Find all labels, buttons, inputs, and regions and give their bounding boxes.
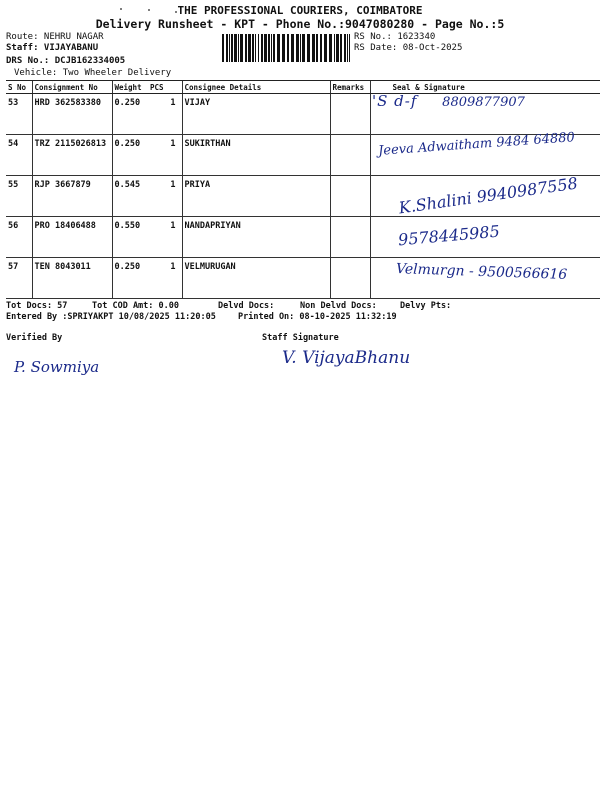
cell-pcs: 1 — [148, 217, 182, 258]
verified-by-label: Verified By — [6, 333, 63, 343]
col-pcs: PCS — [148, 81, 182, 94]
cell-remarks — [330, 94, 370, 135]
col-sno: S No — [6, 81, 32, 94]
col-consignment: Consignment No — [32, 81, 112, 94]
vehicle-label: Vehicle: Two Wheeler Delivery — [14, 68, 172, 78]
cell-consignment: TRZ 2115026813 — [32, 135, 112, 176]
cell-consignee: VELMURUGAN — [182, 258, 330, 299]
cell-consignee: VIJAY — [182, 94, 330, 135]
cell-sno: 57 — [6, 258, 32, 299]
delivered-docs: Delvd Docs: — [218, 301, 275, 311]
printed-on: Printed On: 08-10-2025 11:32:19 — [238, 312, 397, 322]
cell-pcs: 1 — [148, 94, 182, 135]
delivery-points: Delvy Pts: — [400, 301, 452, 311]
cell-weight: 0.250 — [112, 94, 148, 135]
cell-consignee: PRIYA — [182, 176, 330, 217]
signature-row-57: Velmurgn - 9500566616 — [395, 261, 568, 283]
table-row — [6, 217, 600, 258]
col-remarks: Remarks — [330, 81, 370, 94]
staff-label: Staff: VIJAYABANU — [6, 43, 99, 53]
cell-remarks — [330, 176, 370, 217]
signature-row-55: K.Shalini 9940987558 — [397, 173, 579, 218]
col-signature: Seal & Signature — [370, 81, 600, 94]
staff-signature: V. VijayaBhanu — [282, 348, 411, 368]
signature-row-54: Jeeva Adwaitham 9484 64880 — [377, 130, 576, 159]
verified-by-signature: P. Sowmiya — [14, 358, 100, 376]
cell-pcs: 1 — [148, 135, 182, 176]
cell-weight: 0.545 — [112, 176, 148, 217]
cell-consignment: TEN 8043011 — [32, 258, 112, 299]
company-title: THE PROFESSIONAL COURIERS, COIMBATORE — [177, 4, 423, 17]
drs-number: DRS No.: DCJB162334005 — [6, 56, 126, 66]
route-label: Route: NEHRU NAGAR — [6, 32, 104, 42]
cell-pcs: 1 — [148, 258, 182, 299]
total-cod: Tot COD Amt: 0.00 — [92, 301, 179, 311]
cell-consignment: HRD 362583380 — [32, 94, 112, 135]
cell-pcs: 1 — [148, 176, 182, 217]
cell-remarks — [330, 135, 370, 176]
cell-sno: 55 — [6, 176, 32, 217]
total-docs: Tot Docs: 57 — [6, 301, 68, 311]
cell-sno: 56 — [6, 217, 32, 258]
signature-row-56: 9578445985 — [397, 221, 501, 250]
non-delivered-docs: Non Delvd Docs: — [300, 301, 377, 311]
cell-weight: 0.250 — [112, 258, 148, 299]
cell-consignee: NANDAPRIYAN — [182, 217, 330, 258]
staff-signature-label: Staff Signature — [262, 333, 339, 343]
cell-weight: 0.250 — [112, 135, 148, 176]
entered-by: Entered By :SPRIYAKPT 10/08/2025 11:20:05 — [6, 312, 216, 322]
cell-sno: 53 — [6, 94, 32, 135]
barcode-image — [222, 34, 350, 62]
cell-consignee: SUKIRTHAN — [182, 135, 330, 176]
col-weight: Weight — [112, 81, 148, 94]
col-consignee: Consignee Details — [182, 81, 330, 94]
cell-sno: 54 — [6, 135, 32, 176]
cell-consignment: RJP 3667879 — [32, 176, 112, 217]
cell-consignment: PRO 18406488 — [32, 217, 112, 258]
cell-weight: 0.550 — [112, 217, 148, 258]
rs-number: RS No.: 1623340 — [354, 32, 436, 42]
cell-remarks — [330, 217, 370, 258]
cell-remarks — [330, 258, 370, 299]
runsheet-subtitle: Delivery Runsheet - KPT - Phone No.:9047080280 - Page No.:5 — [95, 17, 505, 31]
signature-row-53: 'S d-f 8809877907 — [372, 92, 525, 110]
rs-date: RS Date: 08-Oct-2025 — [354, 43, 463, 53]
